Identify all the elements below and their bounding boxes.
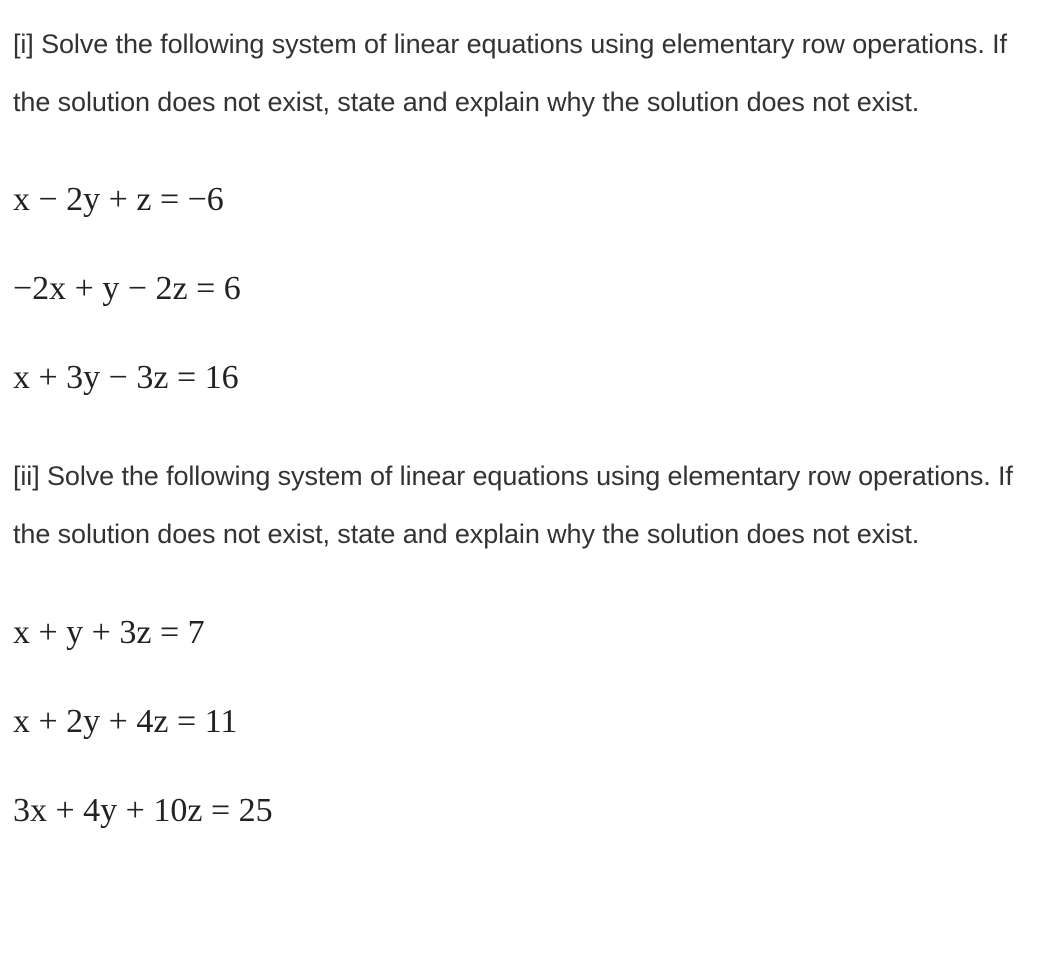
equation: x + 3y − 3z = 16 xyxy=(13,359,239,396)
spacer xyxy=(13,422,1033,448)
equation: −2x + y − 2z = 6 xyxy=(13,270,241,307)
document-content xyxy=(13,0,1033,855)
problem-2-equations xyxy=(13,588,1033,855)
equation: x − 2y + z = −6 xyxy=(13,181,224,218)
equation: 3x + 4y + 10z = 25 xyxy=(13,792,273,829)
problem-1-statement: [i] Solve the following system of linear equations using elementary row operations. If the solution does not exist, state and explain why the solution does not exist. xyxy=(13,29,1007,117)
problem-2-statement: [ii] Solve the following system of linear equations using elementary row operations. If the solution does not exist, state and explain why the solution does not exist. xyxy=(13,461,1013,549)
equation: x + 2y + 4z = 11 xyxy=(13,703,238,740)
spacer xyxy=(13,563,1033,588)
spacer xyxy=(13,131,1033,155)
equation: x + y + 3z = 7 xyxy=(13,614,205,651)
problem-1-equations xyxy=(13,155,1033,422)
